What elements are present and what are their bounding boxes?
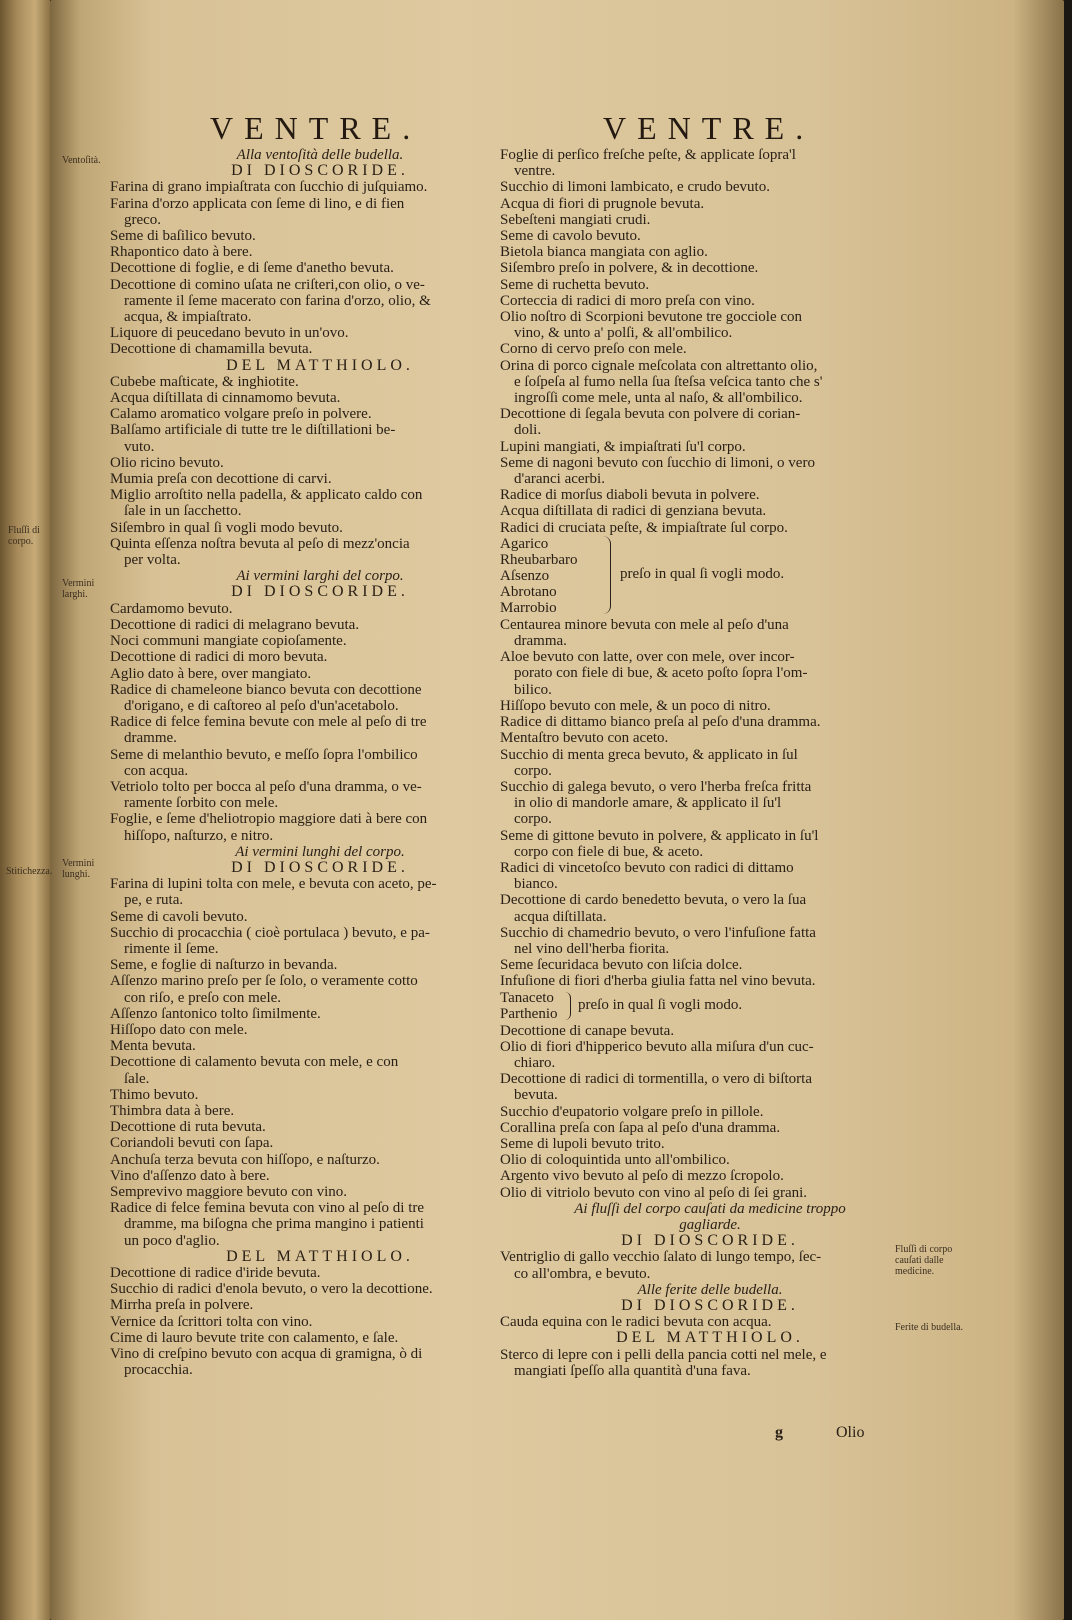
text-line: Decottione di comino uſata ne criſteri,con olio, o ve- (110, 276, 425, 293)
text-line: Menta bevuta. (110, 1038, 196, 1055)
text-line: Sebeſteni mangiati crudi. (500, 211, 651, 228)
subheading: Alla ventoſità delle budella. (236, 147, 404, 163)
text-line: Cardamomo bevuto. (110, 600, 233, 617)
text-line: mangiati ſpeſſo alla quantità d'una fava. (514, 1362, 751, 1379)
text-line: Radice di felce femina bevuta con vino al peſo di tre (110, 1200, 425, 1217)
text-line: Farina di lupini tolta con mele, e bevuta con aceto, pe- (110, 876, 437, 893)
text-line: ramente il ſeme macerato con farina d'orzo, olio, & (124, 292, 431, 309)
text-line: Centaurea minore bevuta con mele al peſo d'una (500, 616, 789, 633)
text-line: corpo con fiele di bue, & aceto. (514, 843, 704, 860)
text-line: bevuta. (514, 1087, 558, 1104)
text-line: Decottione di radici di melagrano bevuta. (110, 616, 360, 633)
text-line: nel vino dell'herba fiorita. (514, 940, 670, 957)
margin-note-vermini-larghi: Vermini larghi. (62, 578, 95, 600)
previous-page-edge (0, 0, 53, 1620)
right-column-middle (500, 617, 920, 990)
text-line: Quinta eſſenza noſtra bevuta al peſo di mezz'oncia (110, 535, 410, 552)
text-line: Rhapontico dato à bere. (110, 244, 253, 261)
brace-bracket (600, 536, 611, 614)
text-line: Seme di baſilico bevuto. (110, 228, 256, 245)
text-line: pe, e ruta. (124, 892, 184, 909)
text-line: ramente ſorbito con mele. (124, 795, 279, 812)
text-line: Orina di porco cignale meſcolata con altrettanto olio, (500, 357, 818, 374)
text-line: Miglio arroſtito nella padella, & applicato caldo con (110, 487, 423, 504)
text-line: Noci communi mangiate copioſamente. (110, 633, 347, 650)
text-line: vuto. (124, 438, 155, 455)
subheading: Ai fluſſi del corpo cauſati da medicine troppo (574, 1200, 846, 1217)
section-heading: DEL MATTHIOLO. (226, 1247, 414, 1265)
brace-item: Aſsenzo (500, 567, 550, 584)
text-line: Succhio di limoni lambicato, e crudo bevuto. (500, 179, 770, 196)
text-line: Mirrha preſa in polvere. (110, 1297, 254, 1314)
section-heading: DI DIOSCORIDE. (231, 162, 409, 180)
text-line: Thimo bevuto. (110, 1086, 199, 1103)
text-line: Sterco di lepre con i pelli della pancia cotti nel mele, e (500, 1346, 827, 1363)
text-line: acqua diſtillata. (514, 908, 607, 925)
section-heading: DEL MATTHIOLO. (226, 356, 414, 374)
right-column (500, 147, 920, 1379)
text-line: d'aranci acerbi. (514, 471, 605, 488)
text-line: e ſoſpeſa al fumo nella ſua ſteſsa veſcica tanto che s' (514, 373, 823, 390)
text-line: dramme. (124, 730, 177, 747)
text-line: Corteccia di radici di moro preſa con vino. (500, 292, 755, 309)
section-heading: DI DIOSCORIDE. (231, 583, 409, 601)
text-line: chiaro. (514, 1054, 556, 1071)
text-line: porato con fiele di bue, & aceto poſto ſopra l'om- (514, 665, 808, 682)
text-line: bilico. (514, 681, 552, 698)
text-line: Succhio di menta greca bevuto, & applicato in ſul (500, 746, 798, 763)
text-line: procacchia. (124, 1362, 193, 1379)
text-line: Farina d'orzo applicata con ſeme di lino, e di fien (110, 195, 405, 212)
text-line: Olio di fiori d'hipperico bevuto alla miſura d'un cuc- (500, 1038, 814, 1055)
text-line: Lupini mangiati, & impiaſtrati ſu'l corpo. (500, 438, 746, 455)
brace-group-2 (500, 990, 920, 1023)
margin-note-stitichezza: Stitichezza. (6, 866, 53, 877)
text-line: Liquore di peucedano bevuto in un'ovo. (110, 325, 349, 342)
text-line: Farina di grano impiaſtrata con ſucchio di juſquiamo. (110, 179, 428, 196)
text-line: Decottione di chamamilla bevuta. (110, 341, 313, 358)
text-line: Calamo aromatico volgare preſo in polvere. (110, 406, 372, 423)
text-line: Acqua diſtillata di radici di genziana bevuta. (500, 503, 767, 520)
brace-group-1 (500, 536, 920, 617)
text-line: Seme di melanthio bevuto, e meſſo ſopra l'ombilico (110, 746, 418, 763)
text-line: Succhio d'eupatorio volgare preſo in pillole. (500, 1103, 764, 1120)
brace-item: Parthenio (500, 1005, 558, 1022)
text-line: Cime di lauro bevute trite con calamento, e ſale. (110, 1329, 399, 1346)
text-line: rimente il ſeme. (124, 940, 219, 957)
text-line: hiſſopo, naſturzo, e nitro. (124, 827, 274, 844)
text-line: dramme, ma biſogna che prima mangino i patienti (124, 1216, 424, 1233)
text-line: un poco d'aglio. (124, 1232, 220, 1249)
section-heading: DEL MATTHIOLO. (616, 1329, 804, 1347)
text-line: Olio di vitriolo bevuto con vino al peſo di ſei grani. (500, 1184, 808, 1201)
margin-note-vermini-lunghi: Vermini lunghi. (62, 858, 95, 880)
text-line: Cauda equina con le radici bevuta con acqua. (500, 1314, 772, 1331)
brace-item: Marrobio (500, 599, 557, 616)
text-line: Mentaſtro bevuto con aceto. (500, 730, 669, 747)
text-line: ſale. (124, 1070, 150, 1087)
text-line: Seme di nagoni bevuto con ſucchio di limoni, o vero (500, 454, 815, 471)
text-line: Decottione di ſegala bevuta con polvere di corian- (500, 406, 801, 423)
text-line: Corno di cervo preſo con mele. (500, 341, 687, 358)
text-line: dramma. (514, 633, 567, 650)
text-line: Mumia preſa con decottione di carvi. (110, 471, 332, 488)
margin-note-flussi: Fluſſi di corpo. (8, 525, 40, 547)
text-line: Seme ſecuridaca bevuto con liſcia dolce. (500, 957, 743, 974)
text-line: Decottione di ruta bevuta. (110, 1119, 266, 1136)
text-line: Hiſſopo bevuto con mele, & un poco di nitro. (500, 697, 771, 714)
subheading: gagliarde. (679, 1216, 741, 1233)
text-line: Aglio dato à bere, over mangiato. (110, 665, 312, 682)
text-line: Siſembro preſo in polvere, & in decottione. (500, 260, 759, 277)
text-line: greco. (124, 211, 162, 228)
text-line: Thimbra data à bere. (110, 1102, 235, 1119)
brace-text: preſo in qual ſi vogli modo. (620, 565, 785, 582)
text-line: Radice di chameleone bianco bevuta con decottione (110, 681, 422, 698)
catchword: Olio (836, 1424, 865, 1441)
brace-item: Abrotano (500, 583, 557, 600)
text-line: Hiſſopo dato con mele. (110, 1021, 248, 1038)
text-line: Radice di morſus diaboli bevuta in polvere. (500, 487, 760, 504)
text-line: doli. (514, 422, 542, 439)
text-line: Aſſenzo ſantonico tolto ſimilmente. (110, 1005, 321, 1022)
text-line: acqua, & impiaſtrato. (124, 309, 252, 326)
text-line: co all'ombra, e bevuto. (514, 1265, 651, 1282)
text-line: d'origano, e di caſtoreo al peſo d'un'acetabolo. (124, 697, 399, 714)
text-line: Radici di vincetoſco bevuto con radici di dittamo (500, 859, 794, 876)
text-line: Olio ricino bevuto. (110, 454, 224, 471)
text-line: Olio di coloquintida unto all'ombilico. (500, 1152, 730, 1169)
subheading: Ai vermini lunghi del corpo. (235, 843, 405, 860)
page (6, 0, 1064, 1620)
text-line: Bietola bianca mangiata con aglio. (500, 244, 708, 261)
text-line: Decottione di radice d'iride bevuta. (110, 1265, 321, 1282)
text-line: Seme di cavoli bevuto. (110, 908, 248, 925)
text-line: bianco. (514, 876, 558, 893)
text-line: Ventriglio di gallo vecchio ſalato di lungo tempo, ſec- (500, 1249, 822, 1266)
left-column (110, 147, 530, 1378)
left-running-header: VENTRE. (210, 110, 422, 146)
text-line: Coriandoli bevuti con ſapa. (110, 1135, 274, 1152)
brace-item: Rheubarbaro (500, 551, 578, 568)
text-line: Decottione di radici di moro bevuta. (110, 649, 328, 666)
text-line: per volta. (124, 552, 181, 569)
text-line: Vernice da ſcrittori tolta con vino. (110, 1313, 313, 1330)
text-line: Radice di dittamo bianco preſa al peſo d'una dramma. (500, 714, 821, 731)
text-line: Olio noſtro di Scorpioni bevutone tre gocciole con (500, 309, 803, 326)
text-line: ventre. (514, 163, 556, 180)
text-line: vino, & unto a' polſi, & all'ombilico. (514, 325, 733, 342)
text-line: corpo. (514, 762, 552, 779)
brace-item: Tanaceto (500, 989, 554, 1006)
signature-mark: g (775, 1424, 783, 1441)
text-line: Acqua diſtillata di cinnamomo bevuta. (110, 390, 341, 407)
text-line: Foglie, e ſeme d'heliotropio maggiore dati à bere con (110, 811, 428, 828)
margin-note-ferite: Ferite di budella. (895, 1322, 964, 1333)
text-line: ingroſſi come mele, unta al naſo, & all'ombilico. (514, 390, 803, 407)
brace-text: preſo in qual ſi vogli modo. (578, 996, 743, 1013)
text-line: Seme di ruchetta bevuto. (500, 276, 650, 293)
section-heading: DI DIOSCORIDE. (621, 1297, 799, 1314)
brace-item: Agarico (500, 535, 549, 552)
text-line: Vetriolo tolto per bocca al peſo d'una dramma, o ve- (110, 778, 422, 795)
subheading: Alle ferite delle budella. (637, 1281, 783, 1298)
text-line: con riſo, e preſo con mele. (124, 989, 282, 1006)
text-line: Anchuſa terza bevuta con hiſſopo, e naſturzo. (110, 1151, 380, 1168)
text-line: Decottione di radici di tormentilla, o vero di biſtorta (500, 1071, 812, 1088)
margin-note-flussi-medicine: Fluſſi di corpo cauſati dalle medicine. (895, 1244, 953, 1277)
text-line: Corallina preſa con ſapa al peſo d'una dramma. (500, 1119, 781, 1136)
right-column-top (500, 147, 920, 536)
text-line: Decottione di foglie, e di ſeme d'anetho bevuta. (110, 260, 394, 277)
text-line: Decottione di cardo benedetto bevuta, o vero la ſua (500, 892, 807, 909)
text-line: Decottione di calamento bevuta con mele, e con (110, 1054, 399, 1071)
section-heading: DI DIOSCORIDE. (621, 1232, 799, 1250)
text-line: Infuſione di fiori d'herba giulia fatta nel vino bevuta. (500, 973, 816, 990)
text-line: Radice di felce femina bevute con mele al peſo di tre (110, 714, 427, 731)
text-line: con acqua. (124, 762, 189, 779)
text-line: Semprevivo maggiore bevuto con vino. (110, 1184, 348, 1200)
text-line: Succhio di galega bevuto, o vero l'herba freſca fritta (500, 778, 812, 795)
text-line: Aloe bevuto con latte, over con mele, over incor- (500, 649, 795, 666)
text-line: Radici di cruciata peſte, & impiaſtrate ſul corpo. (500, 519, 788, 536)
text-line: in olio di mandorle amare, & applicato il ſu'l (514, 795, 782, 812)
text-line: Aſſenzo marino preſo per ſe ſolo, o veramente cotto (110, 973, 418, 990)
text-line: Seme, e foglie di naſturzo in bevanda. (110, 957, 338, 974)
text-line: Siſembro in qual ſi vogli modo bevuto. (110, 519, 343, 536)
text-line: Acqua di fiori di prugnole bevuta. (500, 195, 705, 212)
text-line: Argento vivo bevuto al peſo di mezzo ſcropolo. (500, 1168, 784, 1185)
text-line: Vino di creſpino bevuto con acqua di gramigna, ò di (110, 1346, 423, 1363)
text-line: corpo. (514, 811, 552, 828)
brace-bracket (562, 992, 571, 1020)
text-line: Foglie di perſico freſche peſte, & applicate ſopra'l (500, 147, 796, 163)
text-line: ſale in un ſacchetto. (124, 503, 242, 520)
text-line: Succhio di procacchia ( cioè portulaca ) bevuto, e pa- (110, 924, 430, 941)
text-line: Balſamo artificiale di tutte tre le diſtillationi be- (110, 422, 396, 439)
text-line: Decottione di canape bevuta. (500, 1022, 675, 1039)
text-line: Seme di lupoli bevuto trito. (500, 1135, 665, 1152)
margin-note-ventosita: Ventoſità. (62, 155, 101, 166)
section-heading: DI DIOSCORIDE. (231, 858, 409, 876)
text-line: Seme di cavolo bevuto. (500, 228, 641, 245)
text-line: Succhio di chamedrio bevuto, o vero l'infuſione fatta (500, 924, 816, 941)
text-line: Succhio di radici d'enola bevuto, o vero la decottione. (110, 1281, 433, 1298)
text-line: Vino d'aſſenzo dato à bere. (110, 1167, 270, 1184)
right-running-header: VENTRE. (603, 110, 815, 146)
text-line: Seme di gittone bevuto in polvere, & applicato in ſu'l (500, 827, 819, 844)
right-column-bottom (500, 1023, 920, 1379)
subheading: Ai vermini larghi del corpo. (236, 568, 404, 585)
text-line: Cubebe maſticate, & inghiotite. (110, 373, 299, 390)
